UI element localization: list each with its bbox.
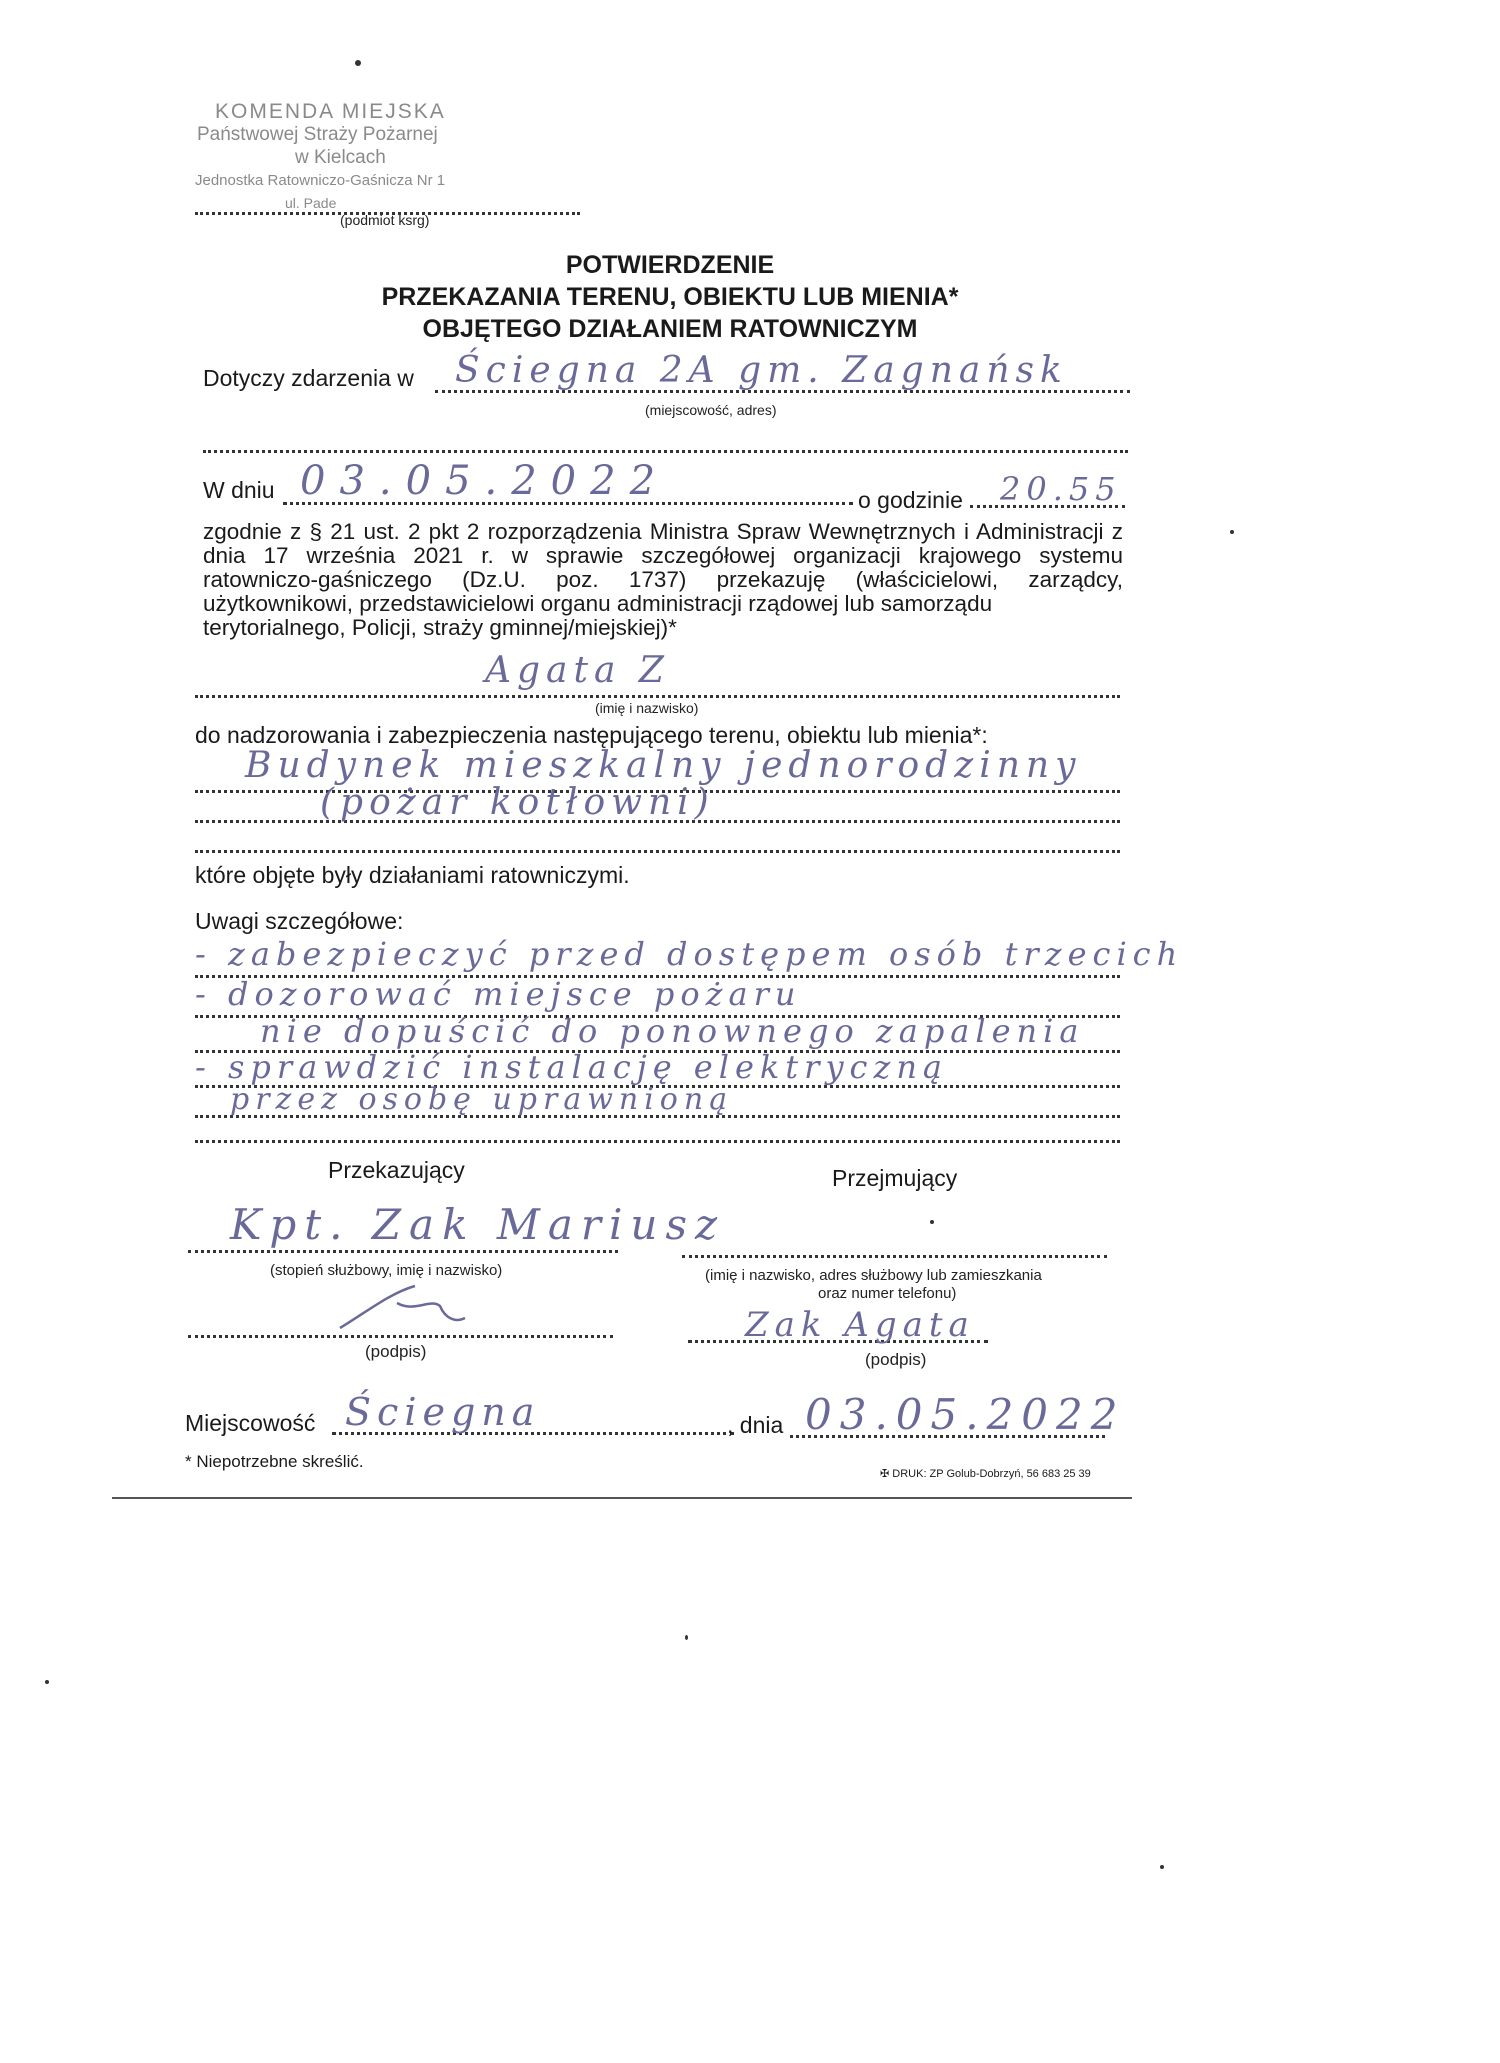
incident-handwritten-value[interactable]: Ściegna 2A gm. Zagnańsk bbox=[455, 350, 1068, 391]
legal-paragraph-last: terytorialnego, Policji, straży gminnej/miejskiej)* bbox=[203, 615, 677, 640]
scan-speck bbox=[45, 1680, 49, 1684]
document-title: POTWIERDZENIE bbox=[565, 251, 775, 279]
handing-over-handwritten-name[interactable]: Kpt. Zak Mariusz bbox=[230, 1200, 726, 1249]
date-handwritten-value[interactable]: 03.05.2022 bbox=[300, 458, 670, 504]
time-label: o godzinie bbox=[858, 487, 963, 513]
incident-dotted-line-2 bbox=[203, 450, 1128, 453]
place-label: Miejscowość bbox=[185, 1410, 316, 1436]
legal-paragraph-text: zgodnie z § 21 ust. 2 pkt 2 rozporządzenia Ministra Spraw Wewnętrznych i Administracji z dnia 17 września 2021 r. w sprawie szczegółowej organizacji krajowego systemu ratowniczo-gaśniczego (Dz.U. poz. 1737) przekazuję (właścicielowi, zarządcy, użytkownikowi, przedstawicielowi organu administracji rządowej lub samorządu bbox=[203, 519, 1123, 616]
institution-stamp bbox=[195, 100, 595, 215]
receiving-name-dotted-line bbox=[682, 1255, 1107, 1258]
remarks-line-5[interactable]: przez osobę uprawnioną bbox=[230, 1082, 734, 1117]
remarks-line-3[interactable]: nie dopuścić do ponownego zapalenia bbox=[260, 1012, 1085, 1050]
printer-icon: ✠ bbox=[880, 1468, 893, 1480]
object-dotted-line-3 bbox=[195, 850, 1120, 853]
receiving-handwritten-signature[interactable]: Zak Agata bbox=[745, 1305, 975, 1345]
footnote: * Niepotrzebne skreślić. bbox=[185, 1452, 364, 1471]
handing-over-name-dotted-line bbox=[188, 1250, 618, 1253]
handing-over-signature-dotted-line bbox=[188, 1335, 613, 1338]
stamp-line: w Kielcach bbox=[295, 147, 386, 168]
recipient-dotted-line bbox=[195, 695, 1120, 698]
object-label: do nadzorowania i zabezpieczenia następującego terenu, obiektu lub mienia*: bbox=[195, 722, 988, 748]
scan-speck bbox=[685, 1635, 688, 1640]
scan-speck bbox=[1160, 1865, 1164, 1869]
legal-paragraph bbox=[203, 520, 1123, 640]
scan-speck bbox=[930, 1220, 934, 1224]
bottom-rule bbox=[112, 1497, 1132, 1499]
recipient-handwritten-name[interactable]: Agata Z bbox=[485, 650, 670, 691]
receiving-signature-caption: (podpis) bbox=[865, 1350, 927, 1369]
object-handwritten-line-1[interactable]: Budynek mieszkalny jednorodzinny bbox=[245, 745, 1082, 786]
remarks-dotted-line-6 bbox=[195, 1140, 1120, 1143]
receiving-label: Przejmujący bbox=[832, 1165, 958, 1191]
printer-info bbox=[880, 1467, 1091, 1480]
stamp-line: Państwowej Straży Pożarnej bbox=[197, 124, 438, 145]
handing-over-name-caption: (stopień służbowy, imię i nazwisko) bbox=[270, 1262, 503, 1279]
subject-caption: (podmiot ksrg) bbox=[340, 212, 430, 228]
receiving-name-caption-2: oraz numer telefonu) bbox=[818, 1285, 957, 1302]
receiving-name-caption-1: (imię i nazwisko, adres służbowy lub zamieszkania bbox=[705, 1267, 1042, 1284]
incident-label: Dotyczy zdarzenia w bbox=[203, 365, 414, 391]
document-subtitle: PRZEKAZANIA TERENU, OBIEKTU LUB MIENIA* bbox=[381, 283, 959, 311]
stamp-line: KOMENDA MIEJSKA bbox=[215, 100, 446, 123]
handing-over-signature bbox=[335, 1278, 475, 1338]
scan-speck bbox=[355, 60, 361, 66]
stamp-line: ul. Pade bbox=[285, 195, 337, 211]
date-handwritten-value-bottom[interactable]: 03.05.2022 bbox=[805, 1390, 1126, 1439]
time-handwritten-value[interactable]: 20.55 bbox=[1000, 470, 1122, 508]
remarks-line-1[interactable]: - zabezpieczyć przed dostępem osób trzecich bbox=[195, 935, 1184, 973]
remarks-line-2[interactable]: - dozorować miejsce pożaru bbox=[195, 975, 802, 1013]
date-label-bottom: , dnia bbox=[727, 1412, 784, 1438]
object-handwritten-line-2[interactable]: (pożar kotłowni) bbox=[320, 782, 715, 823]
incident-caption: (miejscowość, adres) bbox=[645, 402, 777, 418]
date-label: W dniu bbox=[203, 477, 275, 503]
scan-speck bbox=[1230, 530, 1234, 534]
recipient-caption: (imię i nazwisko) bbox=[595, 700, 699, 716]
remarks-line-4[interactable]: - sprawdzić instalację elektryczną bbox=[195, 1048, 948, 1086]
place-handwritten-value[interactable]: Ściegna bbox=[345, 1390, 541, 1434]
stamp-line: Jednostka Ratowniczo-Gaśnicza Nr 1 bbox=[195, 172, 446, 189]
handing-over-signature-caption: (podpis) bbox=[365, 1342, 427, 1361]
document-subtitle-2: OBJĘTEGO DZIAŁANIEM RATOWNICZYM bbox=[422, 315, 918, 343]
handing-over-label: Przekazujący bbox=[328, 1157, 465, 1183]
object-closing-text: które objęte były działaniami ratowniczymi. bbox=[195, 862, 630, 888]
remarks-label: Uwagi szczegółowe: bbox=[195, 908, 404, 934]
printer-info-text: DRUK: ZP Golub-Dobrzyń, 56 683 25 39 bbox=[892, 1468, 1091, 1480]
